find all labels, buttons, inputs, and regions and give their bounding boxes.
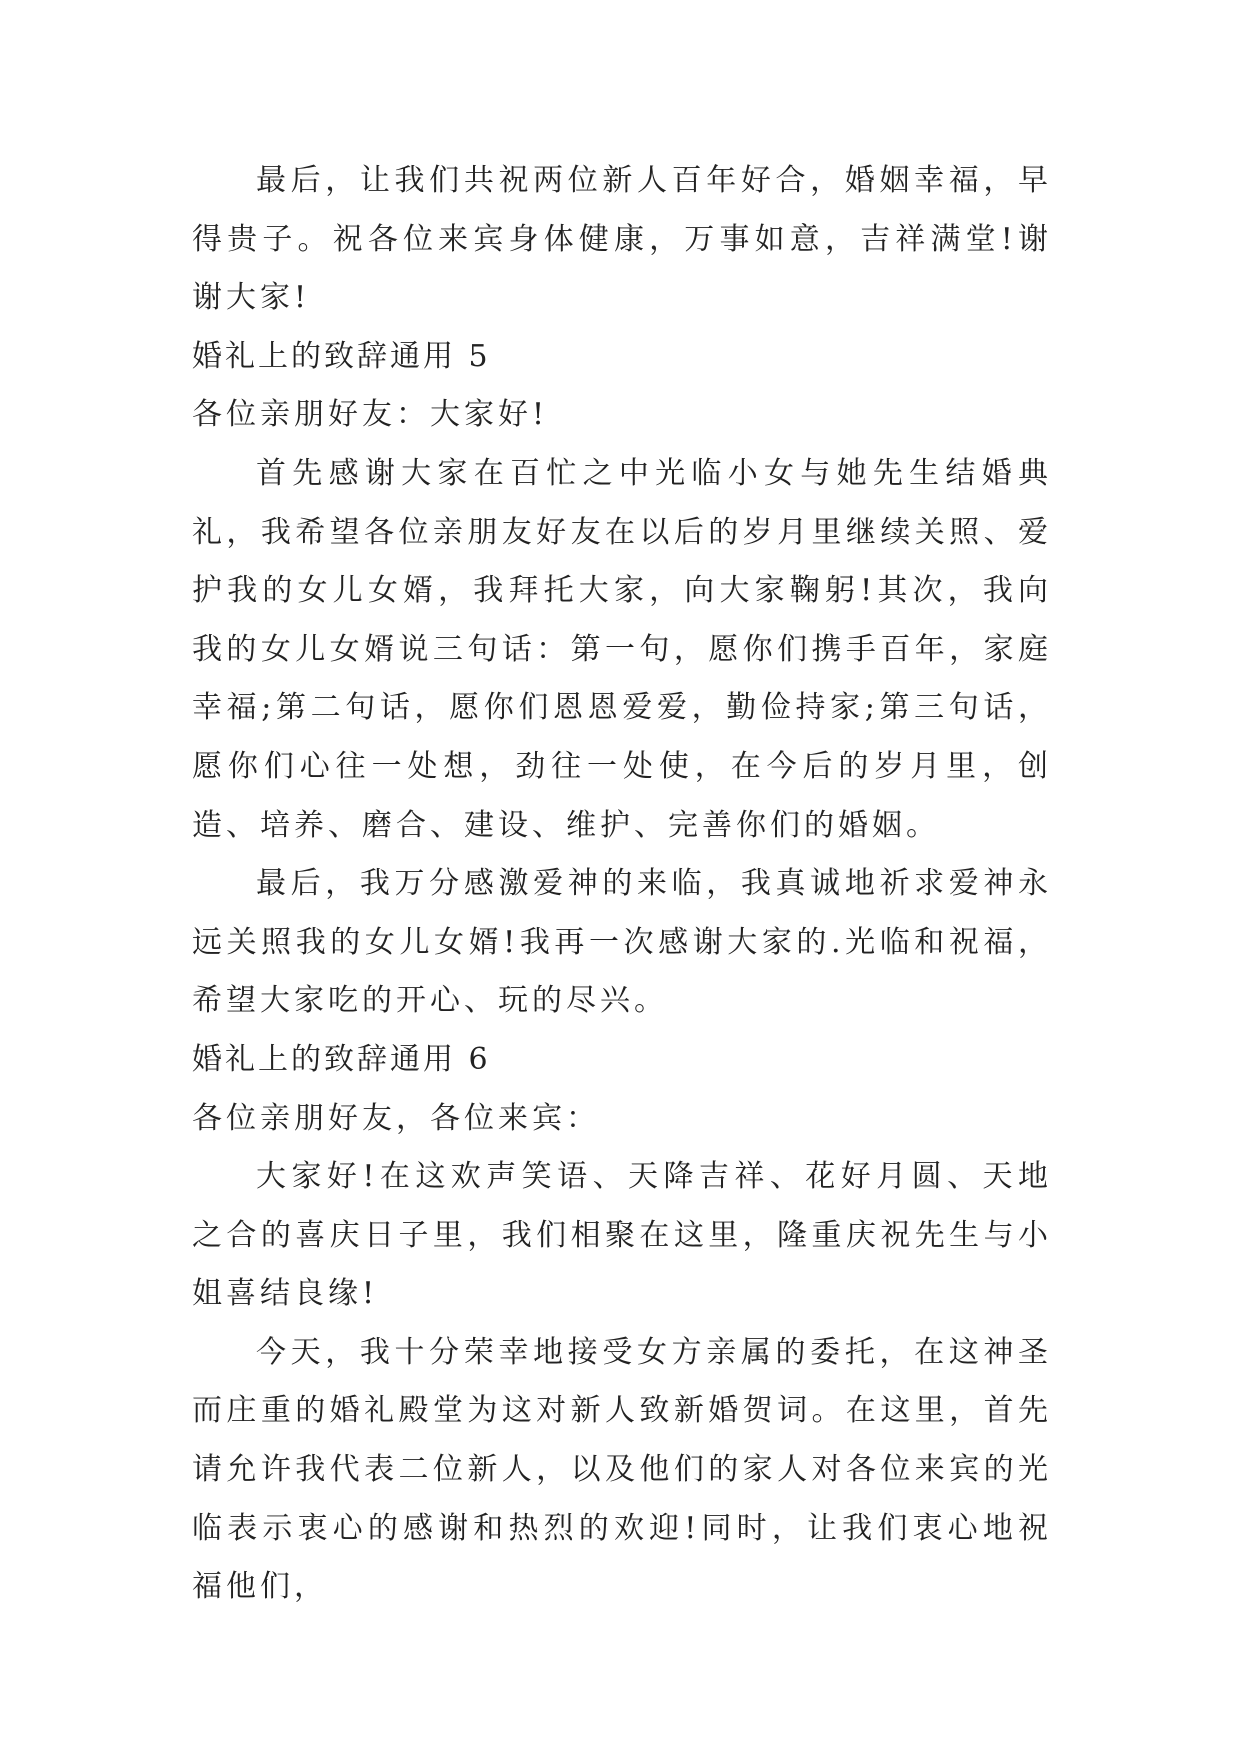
section-heading-6: 婚礼上的致辞通用 6 <box>192 1041 491 1077</box>
body-paragraph-thanks: 首先感谢大家在百忙之中光临小女与她先生结婚典礼，我希望各位亲朋友好友在以后的岁月里继续关照、爱护我的女儿女婿，我拜托大家，向大家鞠躬!其次，我向我的女儿女婿说三句话：第一句，愿你们携手百年，家庭幸福;第二句话，愿你们恩恩爱爱，勤俭持家;第三句话，愿你们心往一处想，劲往一处使，在今后的岁月里，创造、培养、磨合、建设、维护、完善你们的婚姻。 <box>192 455 1052 843</box>
body-paragraph-commission: 今天，我十分荣幸地接受女方亲属的委托，在这神圣而庄重的婚礼殿堂为这对新人致新婚贺词。在这里，首先请允许我代表二位新人，以及他们的家人对各位来宾的光临表示衷心的感谢和热烈的欢迎!同时，让我们衷心地祝福他们， <box>192 1334 1052 1605</box>
body-paragraph-greeting: 大家好!在这欢声笑语、天降吉祥、花好月圆、天地之合的喜庆日子里，我们相聚在这里，隆重庆祝先生与小姐喜结良缘! <box>192 1159 1052 1312</box>
document-page <box>192 152 1052 1617</box>
closing-blessing-paragraph: 最后，让我们共祝两位新人百年好合，婚姻幸福，早得贵子。祝各位来宾身体健康，万事如意，吉祥满堂!谢谢大家! <box>192 163 1052 316</box>
salutation-6: 各位亲朋好友，各位来宾： <box>192 1100 600 1136</box>
section-heading-5: 婚礼上的致辞通用 5 <box>192 338 491 374</box>
salutation-5: 各位亲朋好友：大家好! <box>192 397 549 433</box>
body-paragraph-closing: 最后，我万分感激爱神的来临，我真诚地祈求爱神永远关照我的女儿女婿!我再一次感谢大家的.光临和祝福，希望大家吃的开心、玩的尽兴。 <box>192 866 1052 1019</box>
